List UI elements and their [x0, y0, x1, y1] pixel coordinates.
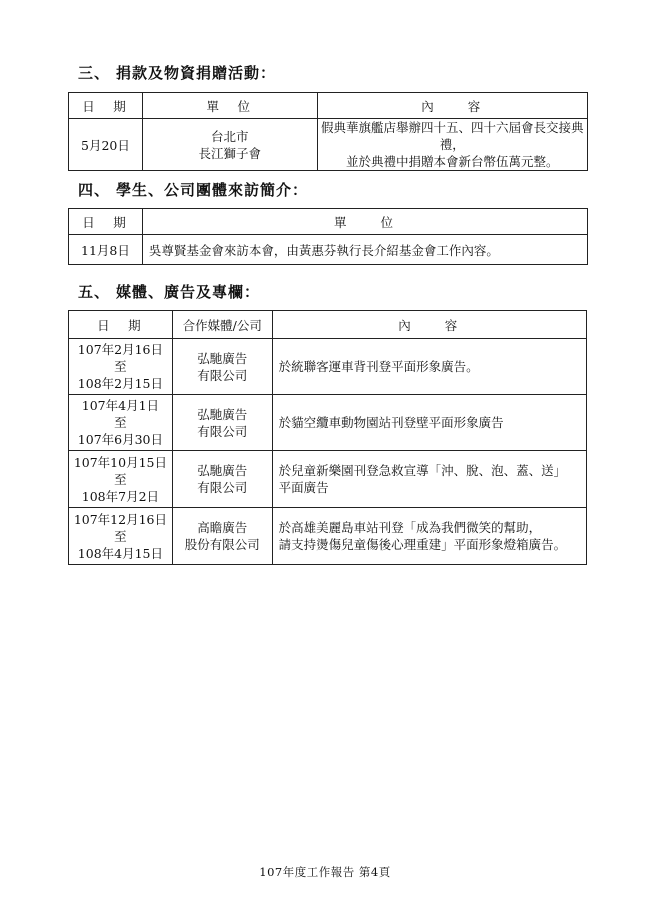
header-date: 日 期 — [69, 311, 173, 339]
row-unit — [142, 119, 317, 171]
header-unit: 單 位 — [142, 93, 317, 119]
partner-line: 高瞻廣告 — [197, 520, 248, 535]
header-content: 內 容 — [272, 311, 586, 339]
row-partner — [172, 508, 272, 565]
row-content — [272, 395, 586, 451]
content-line: 假典華旗艦店舉辦四十五、四十六屆會長交接典禮， — [321, 120, 584, 152]
partner-line: 有限公司 — [197, 367, 248, 383]
partner-line: 弘馳廣告 — [197, 350, 248, 366]
table-header-row — [69, 93, 588, 119]
partner-line: 弘馳廣告 — [197, 406, 248, 422]
content-line: 於統聯客運車背刊登平面形象廣告。 — [278, 359, 479, 374]
date-separator: 至 — [114, 471, 127, 487]
date-end: 107年6月30日 — [77, 432, 164, 447]
table-row — [69, 119, 588, 171]
table-header-row — [69, 311, 587, 339]
date-end: 108年7月2日 — [81, 488, 160, 504]
row-partner — [172, 451, 272, 508]
partner-line: 弘馳廣告 — [197, 463, 248, 478]
row-content — [272, 451, 586, 508]
content-line: 於高雄美麗島車站刊登「成為我們微笑的幫助， — [278, 520, 542, 535]
partner-line: 股份有限公司 — [184, 537, 260, 552]
unit-line: 台北市 — [210, 128, 249, 144]
header-date: 日 期 — [69, 93, 143, 119]
section-3-heading — [78, 62, 276, 83]
row-content — [272, 339, 586, 395]
date-start: 107年2月16日 — [77, 342, 164, 357]
date-start: 107年4月1日 — [81, 398, 160, 413]
date-separator: 至 — [114, 415, 127, 430]
row-content — [272, 508, 586, 565]
table-row — [69, 451, 587, 508]
row-date — [69, 451, 173, 508]
content-line: 並於典禮中捐贈本會新台幣伍萬元整。 — [346, 154, 559, 169]
content-line: 平面廣告 — [278, 480, 329, 495]
section-5-title: 媒體、廣告及專欄： — [116, 283, 261, 301]
section-5-number: 五、 — [78, 283, 111, 301]
section-4-title: 學生、公司團體來訪簡介： — [116, 181, 309, 199]
date-separator: 至 — [114, 528, 127, 544]
date-end: 108年2月15日 — [77, 376, 164, 391]
date-start: 107年12月16日 — [73, 511, 167, 527]
section-3-number: 三、 — [78, 64, 111, 82]
row-unit: 吳尊賢基金會來訪本會，由黃惠芬執行長介紹基金會工作內容。 — [142, 235, 587, 265]
section-5-heading — [78, 281, 260, 302]
date-start: 107年10月15日 — [73, 454, 167, 470]
row-date: 5月20日 — [69, 119, 143, 171]
table-row — [69, 235, 588, 265]
header-date: 日 期 — [69, 209, 143, 235]
section-4-number: 四、 — [78, 181, 111, 199]
content-line: 請支持燙傷兒童傷後心理重建」平面形象燈箱廣告。 — [278, 537, 567, 552]
section-4-table — [68, 208, 588, 265]
row-partner — [172, 395, 272, 451]
content-line: 於貓空纜車動物園站刊登壁平面形象廣告 — [278, 415, 504, 430]
table-row — [69, 508, 587, 565]
row-date — [69, 508, 173, 565]
page-footer: 107年度工作報告 第4頁 — [259, 865, 391, 879]
row-date — [69, 395, 173, 451]
row-date: 11月8日 — [69, 235, 143, 265]
section-3-title: 捐款及物資捐贈活動： — [116, 64, 277, 82]
date-end: 108年4月15日 — [77, 545, 164, 561]
partner-line: 有限公司 — [197, 480, 248, 495]
unit-line: 長江獅子會 — [198, 145, 261, 161]
table-row — [69, 339, 587, 395]
section-4-heading — [78, 179, 308, 200]
content-line: 於兒童新樂園刊登急救宣導「沖、脫、泡、蓋、送」 — [278, 463, 567, 478]
header-content: 內 容 — [317, 93, 587, 119]
table-row — [69, 395, 587, 451]
section-3-table — [68, 92, 588, 171]
header-unit: 單 位 — [142, 209, 587, 235]
header-partner: 合作媒體/公司 — [172, 311, 272, 339]
table-header-row — [69, 209, 588, 235]
row-content — [317, 119, 587, 171]
section-5-table — [68, 310, 587, 565]
date-separator: 至 — [114, 359, 127, 374]
partner-line: 有限公司 — [197, 423, 248, 439]
row-date — [69, 339, 173, 395]
row-partner — [172, 339, 272, 395]
